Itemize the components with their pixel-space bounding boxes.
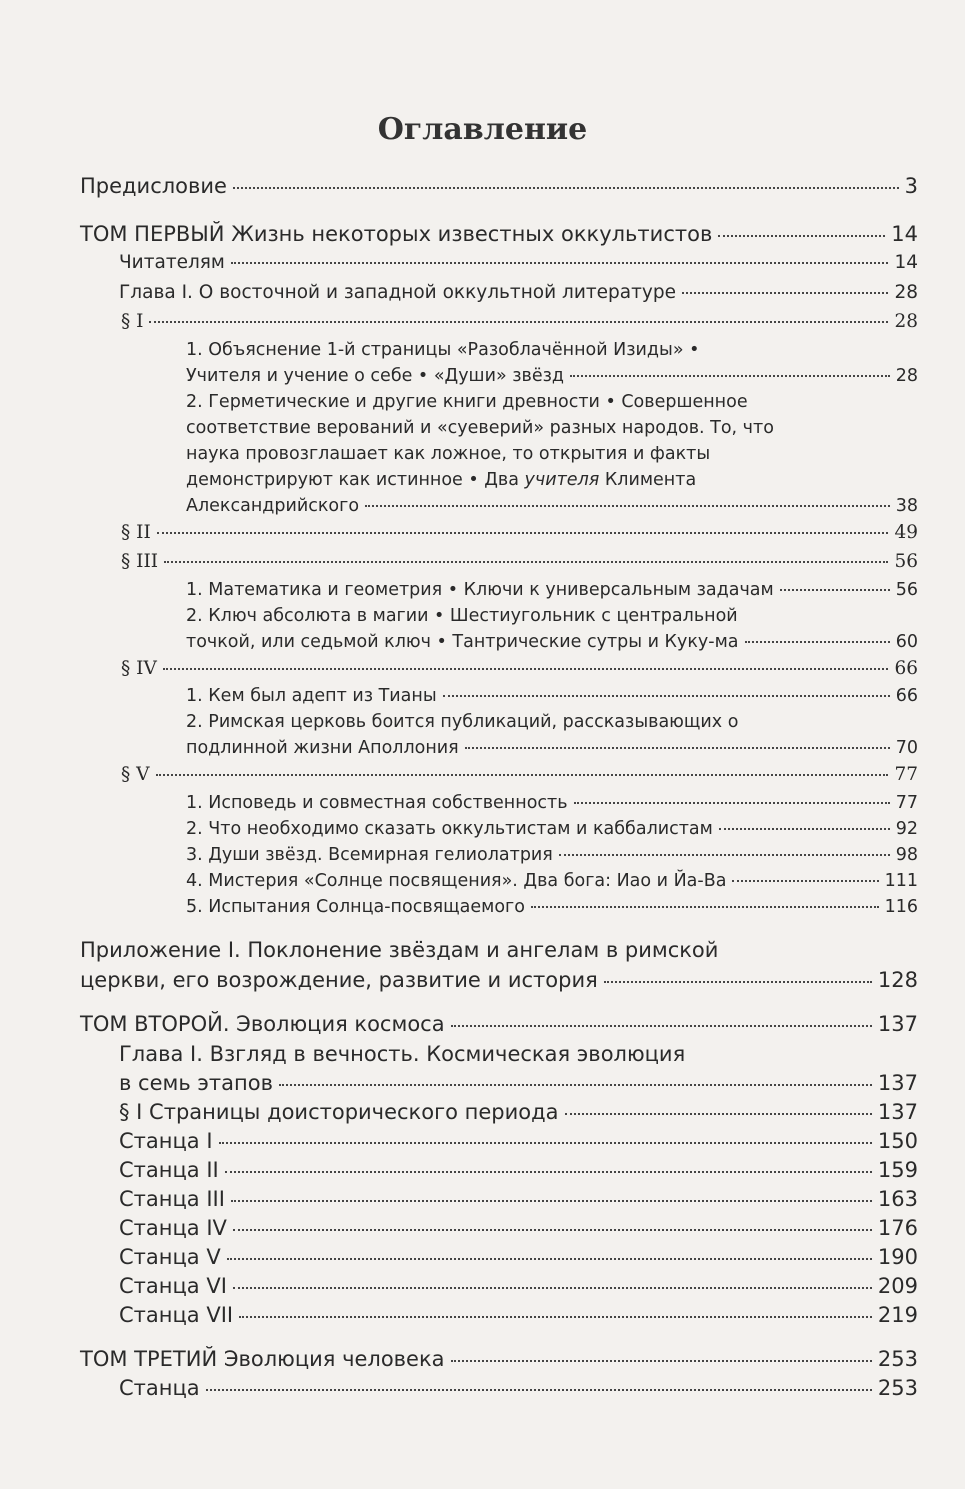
toc-entry-section-5-4: 4. Мистерия «Солнце посвящения». Два бога: Иао и Йа-Ва 111 — [186, 871, 918, 891]
page-number: 60 — [895, 632, 918, 652]
dot-leader — [574, 802, 890, 804]
toc-entry-stanza-1: Станца I 150 — [119, 1129, 918, 1153]
page-number: 128 — [877, 968, 918, 992]
toc-entry-line: 2. Римская церковь боится публикаций, рассказывающих о — [186, 712, 739, 732]
dot-leader — [219, 1142, 872, 1144]
toc-entry-section-5-2: 2. Что необходимо сказать оккультистам и каббалистам 92 — [186, 819, 918, 839]
toc-entry-volume-1: ТОМ ПЕРВЫЙ Жизнь некоторых известных оккультистов 14 — [80, 222, 918, 246]
toc-entry-chapter-1: Глава I. О восточной и западной оккультной литературе 28 — [119, 282, 918, 303]
toc-entry-v3-stanza: Станца 253 — [119, 1376, 918, 1400]
dot-leader — [719, 828, 890, 830]
toc-entry-v2-chapter-1: в семь этапов 137 — [119, 1071, 918, 1095]
page-number: 253 — [877, 1347, 918, 1371]
dot-leader — [570, 375, 890, 377]
page-number: 38 — [895, 496, 918, 516]
page-number: 159 — [877, 1158, 918, 1182]
page-number: 28 — [895, 366, 918, 386]
dot-leader — [604, 981, 872, 983]
toc-entry-stanza-5: Станца V 190 — [119, 1245, 918, 1269]
toc-entry-stanza-3: Станца III 163 — [119, 1187, 918, 1211]
toc-entry-section-5-5: 5. Испытания Солнца-посвящаемого 116 — [186, 897, 918, 917]
page-number: 56 — [895, 580, 918, 600]
toc-entry-preface: Предисловие 3 — [80, 174, 918, 198]
dot-leader — [163, 668, 889, 670]
page-title: Оглавление — [377, 112, 588, 147]
toc-entry-section-3-2: точкой, или седьмой ключ • Тантрические сутры и Куку-ма 60 — [186, 632, 918, 652]
dot-leader — [233, 187, 899, 189]
toc-entry-line: наука провозглашает как ложное, то открытия и факты — [186, 444, 711, 464]
dot-leader — [227, 1258, 872, 1260]
page-number: 176 — [877, 1216, 918, 1240]
page-number: 98 — [895, 845, 918, 865]
toc-entry-section-3-1: 1. Математика и геометрия • Ключи к универсальным задачам 56 — [186, 580, 918, 600]
toc-entry-section-2: § II 49 — [121, 522, 918, 543]
page-number: 66 — [895, 686, 918, 706]
toc-entry-line: 2. Герметические и другие книги древности • Совершенное — [186, 392, 748, 412]
dot-leader — [559, 854, 890, 856]
dot-leader — [206, 1389, 872, 1391]
dot-leader — [231, 262, 889, 264]
toc-entry-section-5-1: 1. Исповедь и совместная собственность 77 — [186, 793, 918, 813]
toc-entry-section-1-2: Александрийского 38 — [186, 496, 918, 516]
dot-leader — [156, 774, 889, 776]
page-number: 253 — [877, 1376, 918, 1400]
page-number: 209 — [877, 1274, 918, 1298]
dot-leader — [443, 695, 890, 697]
toc-entry-appendix-1: церкви, его возрождение, развитие и история 128 — [80, 968, 918, 992]
toc-entry-section-5: § V 77 — [121, 764, 918, 785]
page-number: 137 — [877, 1071, 918, 1095]
toc-entry-volume-3: ТОМ ТРЕТИЙ Эволюция человека 253 — [80, 1347, 918, 1371]
dot-leader — [565, 1113, 872, 1115]
toc-entry-section-4-1: 1. Кем был адепт из Тианы 66 — [186, 686, 918, 706]
page-number: 116 — [884, 897, 918, 917]
page-number: 70 — [895, 738, 918, 758]
toc-entry-readers: Читателям 14 — [119, 252, 918, 273]
toc-entry-section-5-3: 3. Души звёзд. Всемирная гелиолатрия 98 — [186, 845, 918, 865]
toc-entry-section-3: § III 56 — [121, 551, 918, 572]
page-number: 111 — [884, 871, 918, 891]
toc-entry-stanza-4: Станца IV 176 — [119, 1216, 918, 1240]
page-number: 92 — [895, 819, 918, 839]
page-number: 137 — [877, 1100, 918, 1124]
dot-leader — [780, 589, 890, 591]
dot-leader — [365, 505, 890, 507]
page-number: 77 — [895, 793, 918, 813]
dot-leader — [465, 747, 890, 749]
dot-leader — [225, 1171, 872, 1173]
dot-leader — [233, 1229, 872, 1231]
dot-leader — [164, 561, 888, 563]
toc-entry-line: демонстрируют как истинное • Два учителя Климента — [186, 470, 697, 490]
toc-entry-volume-2: ТОМ ВТОРОЙ. Эволюция космоса 137 — [80, 1012, 918, 1036]
dot-leader — [718, 235, 885, 237]
toc-entry-line: Приложение I. Поклонение звёздам и ангелам в римской — [80, 938, 719, 962]
page-number: 49 — [894, 522, 918, 543]
dot-leader — [531, 906, 879, 908]
page-number: 190 — [877, 1245, 918, 1269]
toc-entry-line: 2. Ключ абсолюта в магии • Шестиугольник с центральной — [186, 606, 738, 626]
page-number: 14 — [894, 252, 918, 273]
dot-leader — [149, 321, 888, 323]
emphasis-text: учителя — [524, 470, 600, 490]
toc-entry-line: 1. Объяснение 1-й страницы «Разоблачённой Изиды» • — [186, 340, 700, 360]
dot-leader — [682, 292, 889, 294]
dot-leader — [233, 1287, 872, 1289]
dot-leader — [732, 880, 878, 882]
toc-entry-section-1-1: Учителя и учение о себе • «Души» звёзд 28 — [186, 366, 918, 386]
toc-entry-v2-section-1: § I Страницы доисторического периода 137 — [119, 1100, 918, 1124]
page-number: 150 — [877, 1129, 918, 1153]
dot-leader — [451, 1360, 872, 1362]
page-number: 28 — [894, 282, 918, 303]
page-number: 137 — [877, 1012, 918, 1036]
dot-leader — [157, 532, 889, 534]
toc-entry-section-4: § IV 66 — [121, 658, 918, 679]
toc-entry-stanza-2: Станца II 159 — [119, 1158, 918, 1182]
page-number: 56 — [894, 551, 918, 572]
dot-leader — [239, 1316, 872, 1318]
page-number: 219 — [877, 1303, 918, 1327]
dot-leader — [231, 1200, 872, 1202]
page-number: 14 — [891, 222, 918, 246]
toc-entry-stanza-7: Станца VII 219 — [119, 1303, 918, 1327]
page-number: 66 — [894, 658, 918, 679]
toc-entry-line: Глава I. Взгляд в вечность. Космическая эволюция — [119, 1042, 686, 1066]
toc-entry-stanza-6: Станца VI 209 — [119, 1274, 918, 1298]
toc-entry-section-1: § I 28 — [121, 311, 918, 332]
dot-leader — [279, 1084, 872, 1086]
page-number: 3 — [904, 174, 918, 198]
page-number: 77 — [894, 764, 918, 785]
toc-entry-line: соответствие верований и «суеверий» разных народов. То, что — [186, 418, 774, 438]
dot-leader — [451, 1025, 872, 1027]
toc-entry-section-4-2: подлинной жизни Аполлония 70 — [186, 738, 918, 758]
page-number: 28 — [894, 311, 918, 332]
page-number: 163 — [877, 1187, 918, 1211]
dot-leader — [745, 641, 890, 643]
